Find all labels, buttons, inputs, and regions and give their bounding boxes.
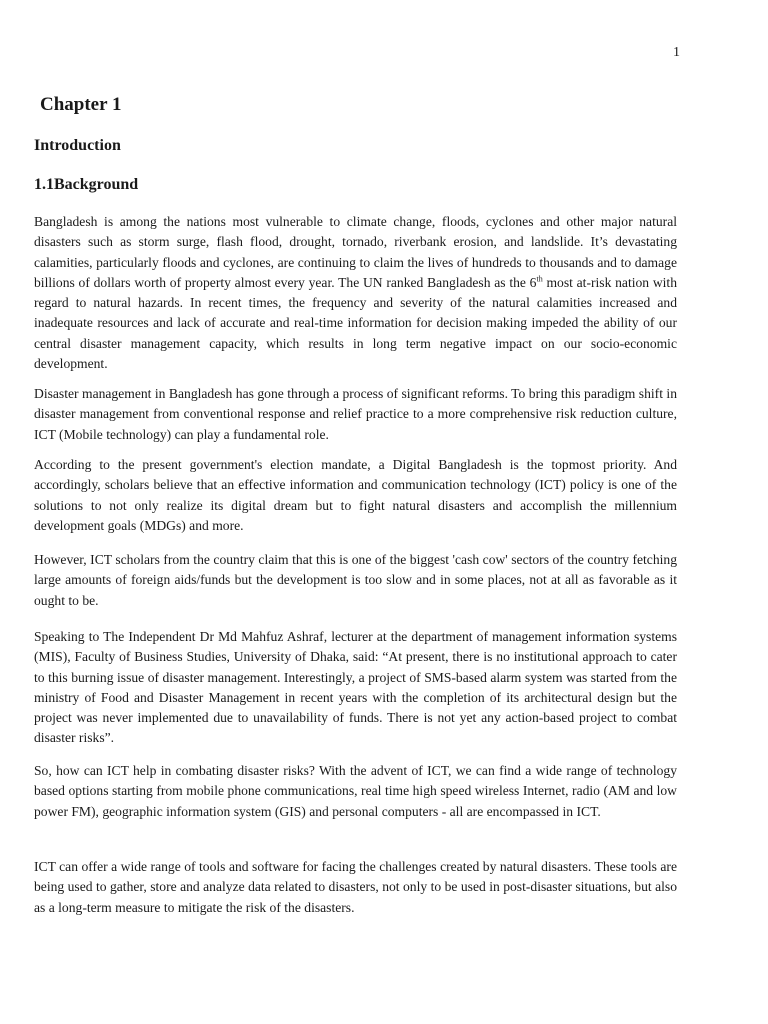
background-paragraph-6: So, how can ICT help in combating disaster risks? With the advent of ICT, we can find a wide range of technology based options starting from mobile phone communications, real time high speed wireless Internet, radio (AM and low power FM), geographic information system (GIS) and personal computers - all are encompassed in ICT. (34, 763, 677, 819)
paragraph-text: most at-risk nation with regard to natural hazards. In recent times, the frequency and severity of the natural calamities increased and inadequate resources and lack of accurate and real-time information for decision making impeded the ability of our central disaster management capacity, which results in long term negative impact on our socio-economic development. (34, 274, 678, 372)
page-number: 1 (673, 45, 680, 60)
subsection-title: 1.1Background (34, 176, 139, 193)
ordinal-superscript: th (536, 274, 543, 284)
background-paragraph-3: According to the present government's election mandate, a Digital Bangladesh is the topmost priority. And accordingly, scholars believe that an effective information and communication technology (ICT) policy is one of the solutions to not only realize its digital dream but to fight natural disasters and accomplish the millennium development goals (MDGs) and more. (34, 457, 677, 533)
chapter-title: Chapter 1 (40, 94, 122, 115)
section-title: Introduction (34, 137, 121, 154)
background-paragraph-2: Disaster management in Bangladesh has gone through a process of significant reforms. To bring this paradigm shift in disaster management from conventional response and relief practice to a more comprehensive risk reduction culture, ICT (Mobile technology) can play a fundamental role. (34, 386, 677, 442)
background-paragraph-4: However, ICT scholars from the country claim that this is one of the biggest 'cash cow' sectors of the country fetching large amounts of foreign aids/funds but the development is too slow and in some places, not at all as favorable as it ought to be. (34, 552, 677, 608)
background-paragraph-5: Speaking to The Independent Dr Md Mahfuz Ashraf, lecturer at the department of management information systems (MIS), Faculty of Business Studies, University of Dhaka, said: “At present, there is no institutional approach to cater to this burning issue of disaster management. Interestingly, a project of SMS-based alarm system was started from the ministry of Food and Disaster Management in recent years with the completion of its architectural design but the project was never implemented due to unavailability of funds. There is not yet any action-based project to combat disaster risks”. (34, 629, 677, 746)
background-paragraph-1 (34, 212, 677, 374)
background-paragraph-7: ICT can offer a wide range of tools and software for facing the challenges created by natural disasters. These tools are being used to gather, store and analyze data related to disasters, not only to be used in post-disaster situations, but also as a long-term measure to mitigate the risk of the disasters. (34, 859, 677, 915)
paragraph-text: Bangladesh is among the nations most vulnerable to climate change, floods, cyclones and other major natural disasters such as storm surge, flash flood, drought, tornado, riverbank erosion, and landslide. It’s devastating calamities, particularly floods and cyclones, are continuing to claim the lives of hundreds to thousands and to damage billions of dollars worth of property almost every year. The UN ranked Bangladesh as the 6 (34, 214, 677, 290)
